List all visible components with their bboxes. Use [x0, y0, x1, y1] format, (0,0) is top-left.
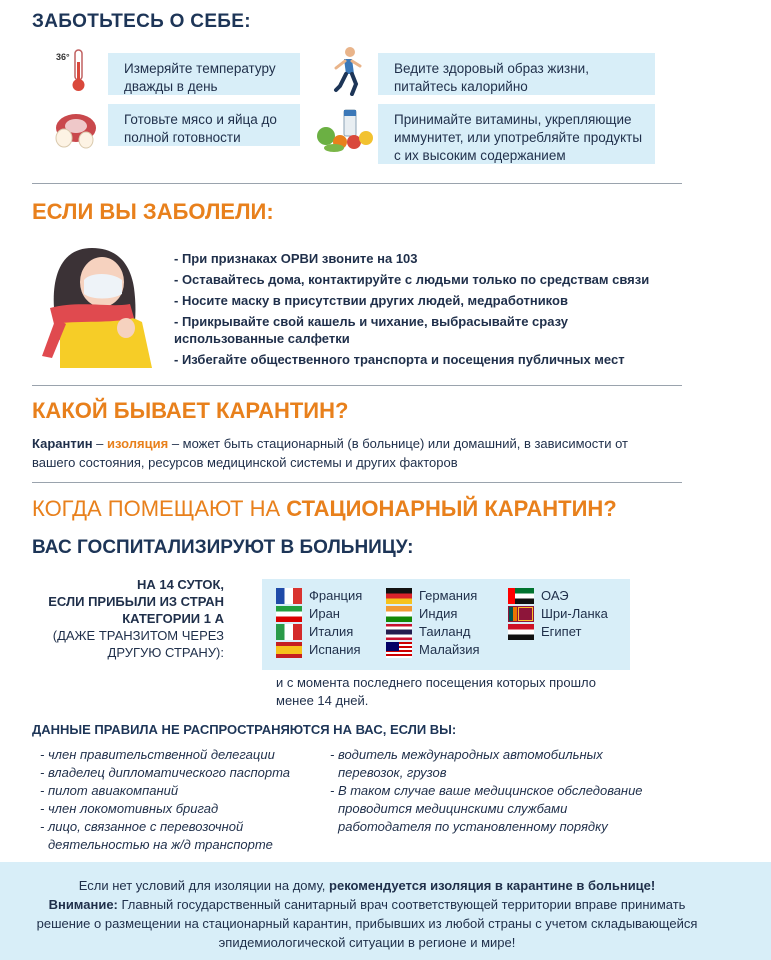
divider: [32, 385, 682, 386]
runner-icon: [330, 46, 364, 96]
footer-text: [32, 876, 702, 952]
list-item: - Носите маску в присутствии других людей, медработников: [174, 293, 568, 308]
thermometer-icon: [52, 48, 92, 94]
flag-malaysia-icon: [386, 642, 412, 658]
list-item: - пилот авиакомпаний: [40, 783, 179, 798]
quarantine-title: КАКОЙ БЫВАЕТ КАРАНТИН?: [32, 398, 349, 423]
vitamins-food-icon: [314, 106, 376, 154]
list-item: работодателя по установленному порядку: [338, 819, 608, 834]
footer-line1: Если нет условий для изоляции на дому, рекомендуется изоляция в карантине в больнице!: [78, 878, 656, 893]
list-item: - В таком случае ваше медицинское обследование: [330, 783, 643, 798]
care-box-lifestyle: Ведите здоровый образ жизни, питайтесь калорийно: [378, 53, 655, 95]
list-item: - член локомотивных бригад: [40, 801, 219, 816]
countries-col3: ОАЭ Шри-Ланка Египет: [541, 588, 608, 639]
quarantine-text: Карантин – изоляция – может быть стационарный (в больнице) или домашний, в зависимости от вашего состояния, ресурсов медицинской системы и других факторов: [32, 436, 628, 470]
flags-col1: [276, 587, 308, 659]
care-box-vitamins: Принимайте витамины, укрепляющие иммунитет, или употребляйте продукты с их высоким содержанием: [378, 104, 655, 164]
list-item: - При признаках ОРВИ звоните на 103: [174, 251, 418, 266]
list-item: проводится медицинскими службами: [338, 801, 568, 816]
when-condition: НА 14 СУТОК, ЕСЛИ ПРИБЫЛИ ИЗ СТРАН КАТЕГОРИИ 1 А (ДАЖЕ ТРАНЗИТОМ ЧЕРЕЗ ДРУГУЮ СТРАНУ):: [48, 577, 224, 660]
flags-col2: [386, 587, 418, 659]
thermometer-label: 36°: [56, 52, 70, 62]
sick-advice-list: [174, 250, 649, 372]
divider: [32, 482, 682, 483]
flag-egypt-icon: [508, 624, 534, 640]
flag-uae-icon: [508, 588, 534, 604]
list-item: деятельностью на ж/д транспорте: [48, 837, 273, 852]
flag-thailand-icon: [386, 624, 412, 640]
flag-france-icon: [276, 588, 302, 604]
exceptions-title: ДАННЫЕ ПРАВИЛА НЕ РАСПРОСТРАНЯЮТСЯ НА ВАС, ЕСЛИ ВЫ:: [32, 722, 457, 737]
list-item: - владелец дипломатического паспорта: [40, 765, 290, 780]
list-item: - Оставайтесь дома, контактируйте с людьми только по средствам связи: [174, 272, 650, 287]
exceptions-col2: [330, 746, 643, 836]
care-box-temperature: Измеряйте температуру дважды в день: [108, 53, 300, 95]
exceptions-col1: [40, 746, 290, 854]
flag-spain-icon: [276, 642, 302, 658]
flag-india-icon: [386, 606, 412, 622]
flag-iran-icon: [276, 606, 302, 622]
list-item: - лицо, связанное с перевозочной: [40, 819, 244, 834]
footer-attention: Внимание: Главный государственный санитарный врач соответствующей территории вправе принимать решение о размещении на стационарный карантин, прибывших из любой страны с учетом складывающейся эпидемиологической ситуации в регионе и мире!: [36, 897, 698, 950]
care-box-meat: Готовьте мясо и яйца до полной готовности: [108, 104, 300, 146]
countries-note: и с момента последнего посещения которых прошло менее 14 дней.: [276, 675, 597, 708]
list-item: - член правительственной делегации: [40, 747, 275, 762]
countries-col2: Германия Индия Таиланд Малайзия: [419, 588, 480, 657]
list-item: перевозок, грузов: [338, 765, 447, 780]
meat-eggs-icon: [50, 108, 102, 150]
sick-woman-illustration: [30, 238, 160, 374]
list-item: - Прикрывайте свой кашель и чихание, выбрасывайте сразу использованные салфетки: [174, 314, 568, 346]
list-item: - Избегайте общественного транспорта и посещения публичных мест: [174, 352, 625, 367]
sick-title: ЕСЛИ ВЫ ЗАБОЛЕЛИ:: [32, 199, 274, 224]
countries-col1: Франция Иран Италия Испания: [309, 588, 363, 657]
care-title: ЗАБОТЬТЕСЬ О СЕБЕ:: [32, 11, 251, 32]
when-title: КОГДА ПОМЕЩАЮТ НА СТАЦИОНАРНЫЙ КАРАНТИН?: [32, 496, 617, 521]
flag-germany-icon: [386, 588, 412, 604]
list-item: - водитель международных автомобильных: [330, 747, 603, 762]
flag-italy-icon: [276, 624, 302, 640]
when-subtitle: ВАС ГОСПИТАЛИЗИРУЮТ В БОЛЬНИЦУ:: [32, 537, 414, 558]
divider: [32, 183, 682, 184]
flag-sri-lanka-icon: [508, 606, 534, 622]
flags-col3: [508, 587, 540, 641]
